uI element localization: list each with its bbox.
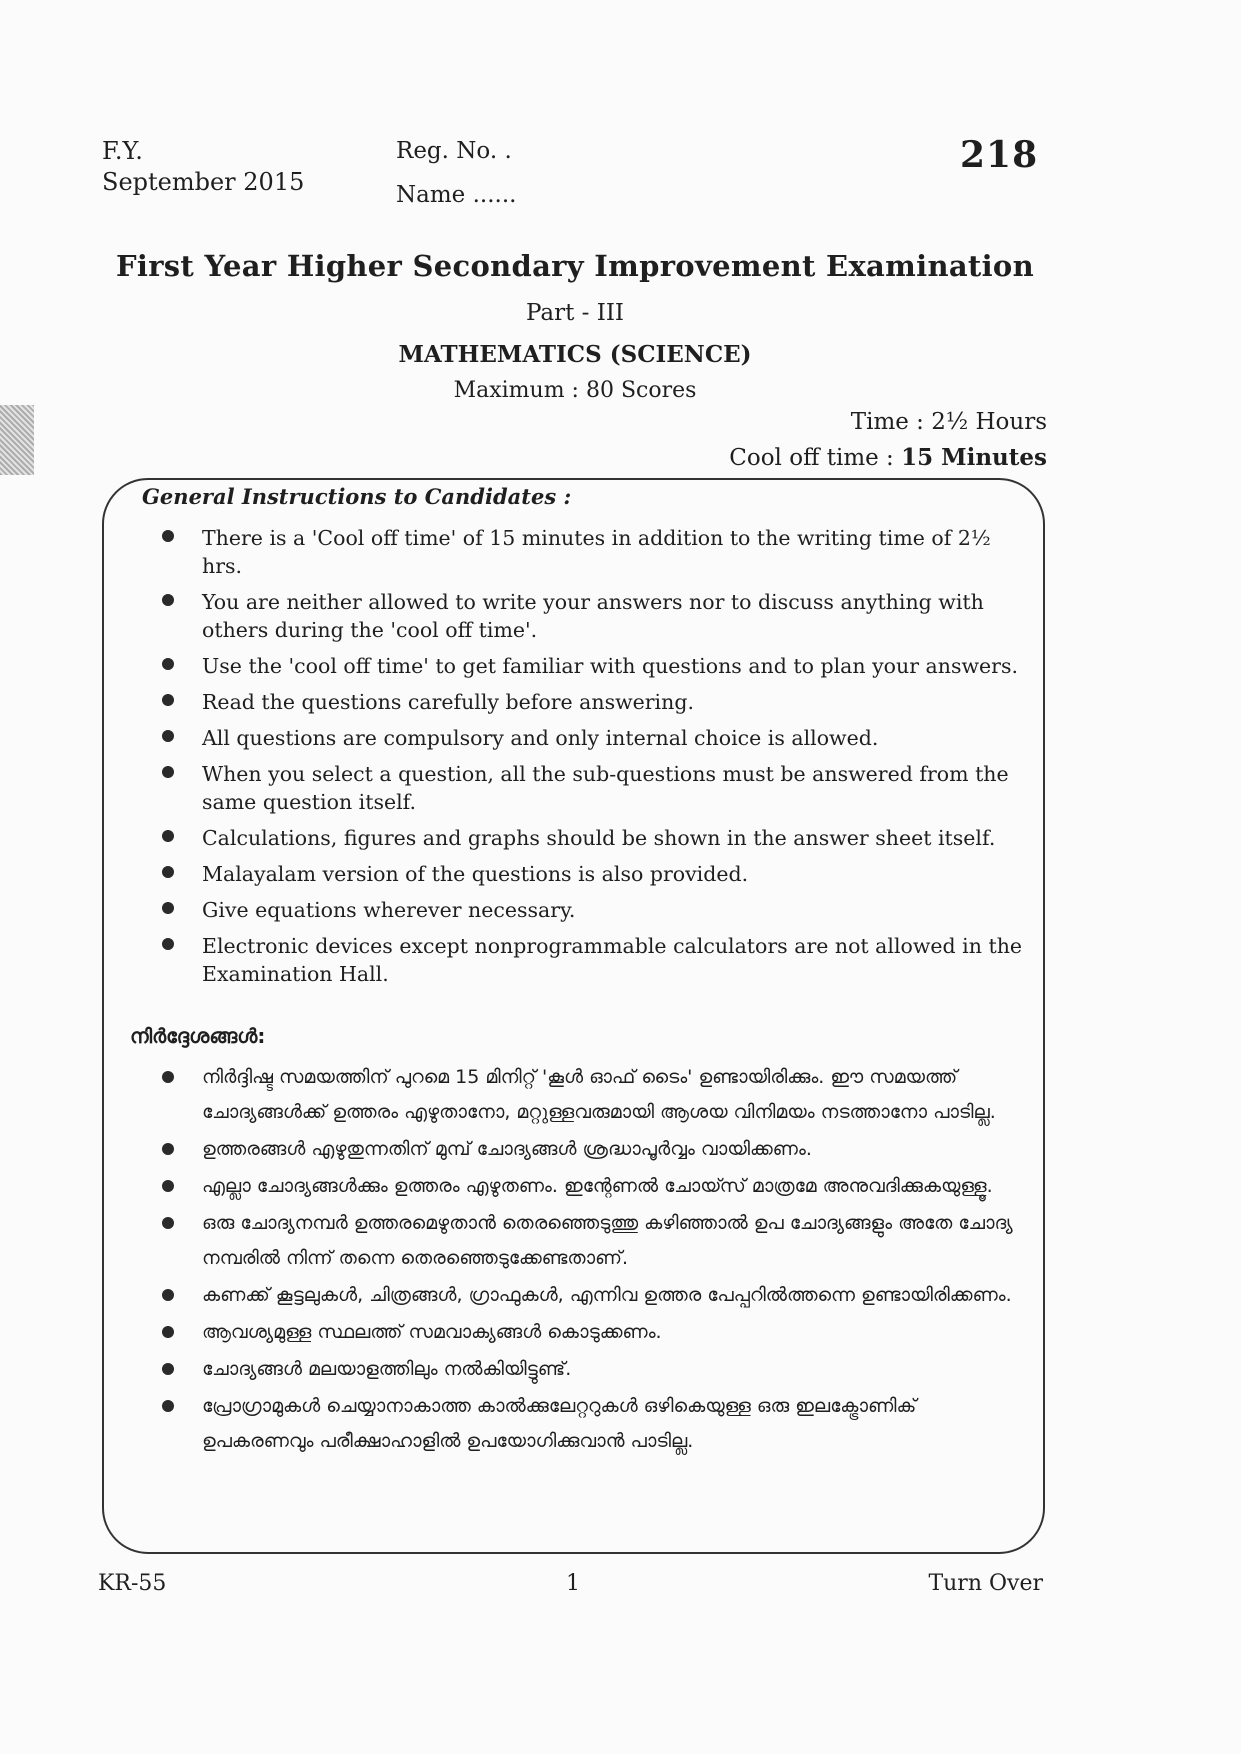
bullet-icon [162, 1143, 174, 1155]
instruction-text: Malayalam version of the questions is also provided. [202, 862, 749, 886]
instruction-item [160, 588, 1024, 644]
exam-time: Time : 2½ Hours [850, 409, 1047, 435]
exam-code-block [102, 136, 304, 198]
bullet-icon [162, 730, 174, 742]
instruction-text: When you select a question, all the sub-questions must be answered from the same question itself. [202, 762, 1009, 814]
instruction-item [160, 1169, 1024, 1204]
instruction-text: ആവശ്യമുള്ള സ്ഥലത്ത് സമവാക്യങ്ങൾ കൊടുക്കണം. [202, 1321, 662, 1343]
bullet-icon [162, 830, 174, 842]
instruction-item [160, 724, 1024, 752]
bullet-icon [162, 530, 174, 542]
exam-title: First Year Higher Secondary Improvement Examination [116, 249, 1034, 283]
instruction-text: Give equations wherever necessary. [202, 898, 576, 922]
instruction-item [160, 1278, 1024, 1313]
instruction-item [160, 932, 1024, 988]
bullet-icon [162, 902, 174, 914]
instruction-text: All questions are compulsory and only internal choice is allowed. [202, 726, 879, 750]
bullet-icon [162, 766, 174, 778]
bullet-icon [162, 1289, 174, 1301]
instruction-text: Calculations, figures and graphs should be shown in the answer sheet itself. [202, 826, 996, 850]
bullet-icon [162, 1180, 174, 1192]
instruction-text: നിർദ്ദിഷ്ട സമയത്തിന് പുറമെ 15 മിനിറ്റ് 'കൂൾ ഓഫ് ടൈം' ഉണ്ടായിരിക്കും. ഈ സമയത്ത് ചോദ്യങ്ങൾക്ക് ഉത്തരം എഴുതാനോ, മറ്റുള്ളവരുമായി ആശയ വിനിമയം നടത്താനോ പാടില്ല. [202, 1066, 996, 1123]
instruction-item [160, 1206, 1024, 1276]
bullet-icon [162, 1326, 174, 1338]
instruction-text: എല്ലാ ചോദ്യങ്ങൾക്കും ഉത്തരം എഴുതണം. ഇന്റേണൽ ചോയ്സ് മാത്രമേ അനുവദിക്കുകയുള്ളൂ. [202, 1175, 993, 1197]
exam-code: F.Y. [102, 137, 143, 165]
scan-code-mark [0, 405, 34, 475]
bullet-icon [162, 1363, 174, 1375]
instruction-text: There is a 'Cool off time' of 15 minutes in addition to the writing time of 2½ hrs. [202, 526, 991, 578]
instruction-item [160, 824, 1024, 852]
instruction-item [160, 1389, 1024, 1459]
exam-subject: MATHEMATICS (SCIENCE) [398, 341, 752, 368]
bullet-icon [162, 1400, 174, 1412]
max-scores: Maximum : 80 Scores [453, 378, 697, 403]
instruction-text: പ്രോഗ്രാമുകൾ ചെയ്യാനാകാത്ത കാൽക്കുലേറ്ററുകൾ ഒഴികെയുള്ള ഒരു ഇലക്ട്രോണിക് ഉപകരണവും പരീക്ഷാഹാളിൽ ഉപയോഗിക്കുവാൻ പാടില്ല. [202, 1395, 917, 1452]
cool-off-time [729, 444, 1047, 471]
instructions-list [160, 524, 1024, 996]
bullet-icon [162, 1217, 174, 1229]
instructions-title: General Instructions to Candidates : [142, 484, 572, 509]
instruction-text: ചോദ്യങ്ങൾ മലയാളത്തിലും നൽകിയിട്ടുണ്ട്. [202, 1358, 572, 1380]
cool-off-value: 15 Minutes [901, 444, 1047, 471]
malayalam-instructions-title: നിർദ്ദേശങ്ങൾ: [130, 1024, 266, 1048]
footer-code: KR-55 [98, 1571, 167, 1596]
bullet-icon [162, 594, 174, 606]
instruction-item [160, 1315, 1024, 1350]
instruction-text: Electronic devices except nonprogrammable calculators are not allowed in the Examination Hall. [202, 934, 1023, 986]
bullet-icon [162, 938, 174, 950]
bullet-icon [162, 1071, 174, 1083]
reg-no-label: Reg. No. . [396, 138, 512, 164]
paper-number: 218 [960, 134, 1039, 176]
bullet-icon [162, 866, 174, 878]
malayalam-instructions-list [160, 1060, 1024, 1461]
exam-part: Part - III [525, 300, 625, 326]
cool-off-label: Cool off time : [729, 445, 902, 471]
instruction-item [160, 652, 1024, 680]
instruction-item [160, 760, 1024, 816]
instruction-text: Use the 'cool off time' to get familiar with questions and to plan your answers. [202, 654, 1019, 678]
instruction-text: ഉത്തരങ്ങൾ എഴുതുന്നതിന് മുമ്പ് ചോദ്യങ്ങൾ ശ്രദ്ധാപൂർവ്വം വായിക്കണം. [202, 1138, 812, 1160]
name-label: Name ...... [396, 182, 517, 208]
instruction-item [160, 860, 1024, 888]
instruction-text: ഒരു ചോദ്യനമ്പർ ഉത്തരമെഴുതാൻ തെരഞ്ഞെടുത്തു കഴിഞ്ഞാൽ ഉപ ചോദ്യങ്ങളും അതേ ചോദ്യ നമ്പരിൽ നിന്ന് തന്നെ തെരഞ്ഞെടുക്കേണ്ടതാണ്. [202, 1212, 1013, 1269]
instruction-item [160, 688, 1024, 716]
bullet-icon [162, 694, 174, 706]
bullet-icon [162, 658, 174, 670]
instruction-text: കണക്ക് കൂട്ടലുകൾ, ചിത്രങ്ങൾ, ഗ്രാഫുകൾ, എന്നിവ ഉത്തര പേപ്പറിൽത്തന്നെ ഉണ്ടായിരിക്കണം. [202, 1284, 1012, 1306]
instruction-item [160, 1060, 1024, 1130]
instruction-text: Read the questions carefully before answering. [202, 690, 694, 714]
instruction-item [160, 1132, 1024, 1167]
instruction-item [160, 1352, 1024, 1387]
page-number: 1 [566, 1571, 580, 1596]
instruction-item [160, 524, 1024, 580]
exam-session: September 2015 [102, 168, 305, 196]
instruction-text: You are neither allowed to write your answers nor to discuss anything with others during the 'cool off time'. [202, 590, 984, 642]
instruction-item [160, 896, 1024, 924]
turn-over-label: Turn Over [928, 1571, 1043, 1596]
